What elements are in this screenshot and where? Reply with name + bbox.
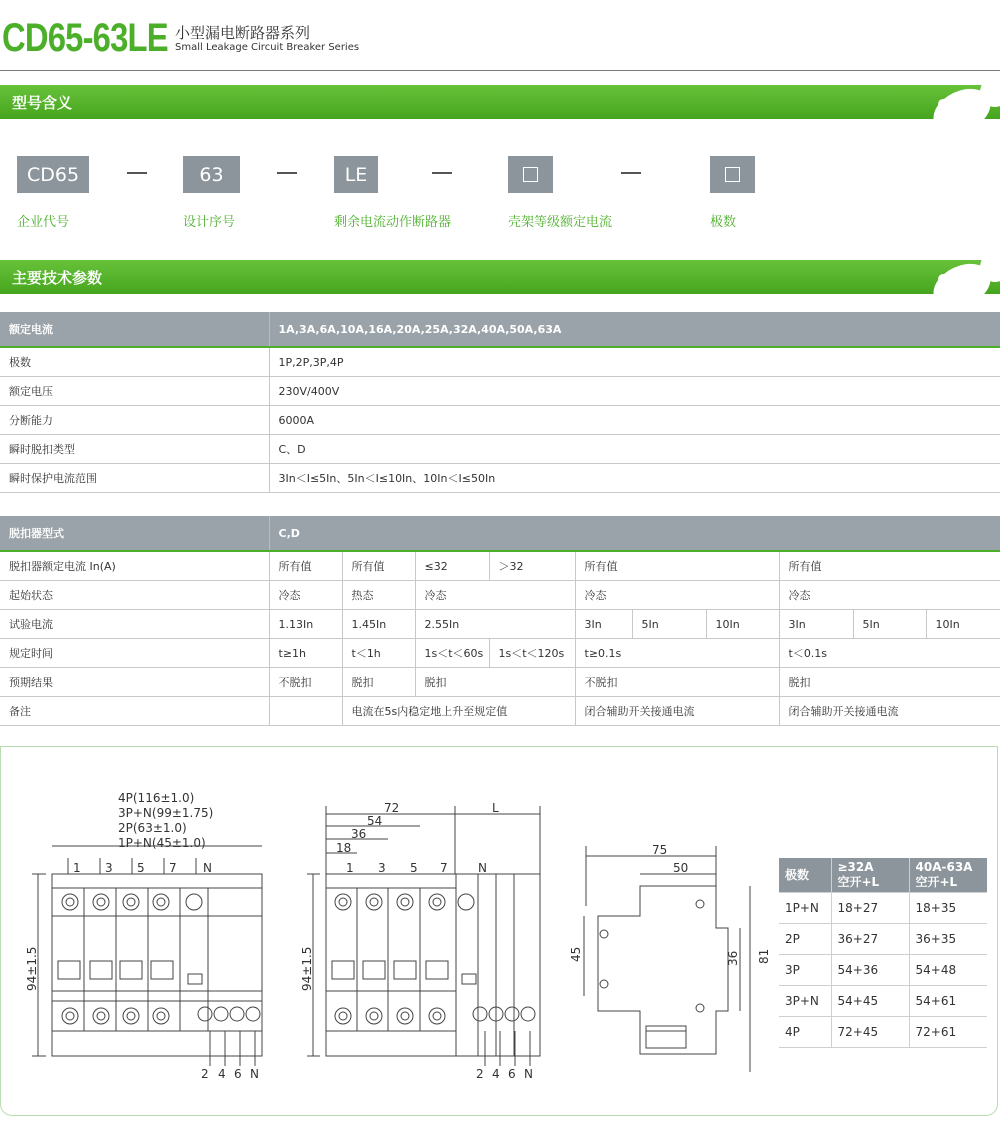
cell: t≥0.1s xyxy=(575,639,779,668)
terminal-label: 2 xyxy=(201,1067,209,1081)
row-label: 脱扣器额定电流 In(A) xyxy=(0,551,269,581)
header-line: 40A-63A xyxy=(915,860,973,874)
row-label: 试验电流 xyxy=(0,610,269,639)
params-table xyxy=(0,312,1000,493)
terminal-label: 6 xyxy=(508,1067,516,1081)
cell: 2.55In xyxy=(415,610,575,639)
cell: 5In xyxy=(853,610,926,639)
height-dimension: 94±1.5 xyxy=(25,946,39,991)
cell: 72+45 xyxy=(831,1017,909,1048)
cell: 10In xyxy=(706,610,779,639)
table-row xyxy=(0,668,1000,697)
cell: 5In xyxy=(632,610,706,639)
header-cell: 极数 xyxy=(779,858,831,893)
header-line: 空开+L xyxy=(915,875,958,889)
cell: t≥1h xyxy=(269,639,342,668)
cell: 所有值 xyxy=(779,551,1000,581)
table-header-row xyxy=(779,858,987,893)
table-header-row xyxy=(0,516,1000,551)
cell: 2P xyxy=(779,924,831,955)
cell: 脱扣 xyxy=(342,668,415,697)
table-row xyxy=(779,1017,987,1048)
cell: 不脱扣 xyxy=(575,668,779,697)
code-box-company: CD65 xyxy=(17,156,89,193)
table-header-row xyxy=(0,312,1000,347)
code-box-type: LE xyxy=(334,156,378,193)
dimension-label: 36 xyxy=(726,950,740,966)
cell: 冷态 xyxy=(575,581,779,610)
terminal-label: N xyxy=(203,861,212,875)
terminal-label: 7 xyxy=(169,861,177,875)
cell: 闭合辅助开关接通电流 xyxy=(779,697,1000,726)
size-table xyxy=(779,858,987,1048)
cell: 10In xyxy=(926,610,1000,639)
cell: 3P xyxy=(779,955,831,986)
terminal-label: 3 xyxy=(105,861,113,875)
section-title: 主要技术参数 xyxy=(12,269,103,287)
cell: t＜1h xyxy=(342,639,415,668)
header-line: 空开+L xyxy=(837,875,880,889)
cell: 54+45 xyxy=(831,986,909,1017)
cell: 脱扣 xyxy=(415,668,575,697)
row-label: 分断能力 xyxy=(0,406,269,435)
table-row xyxy=(0,406,1000,435)
cell: 36+27 xyxy=(831,924,909,955)
cell: 1.13In xyxy=(269,610,342,639)
row-value: 6000A xyxy=(269,406,1000,435)
row-label: 极数 xyxy=(0,347,269,377)
cell: 1s＜t＜60s xyxy=(415,639,489,668)
cell: 热态 xyxy=(342,581,415,610)
dimension-label: 54 xyxy=(367,814,383,828)
cell: 所有值 xyxy=(342,551,415,581)
dimension-label: 36 xyxy=(351,827,367,841)
release-table xyxy=(0,516,1000,726)
table-row xyxy=(0,464,1000,493)
placeholder-square-icon xyxy=(523,167,538,182)
table-row xyxy=(0,639,1000,668)
cell: ≤32 xyxy=(415,551,489,581)
code-caption: 企业代号 xyxy=(17,215,70,230)
code-box-poles xyxy=(710,156,755,193)
header-cell xyxy=(831,858,909,893)
terminal-label: N xyxy=(478,861,487,875)
cell: 电流在5s内稳定地上升至规定值 xyxy=(342,697,575,726)
cell: 18+35 xyxy=(909,893,987,924)
decor-shape xyxy=(938,274,948,284)
width-note: 2P(63±1.0) xyxy=(118,821,187,835)
cell: 54+61 xyxy=(909,986,987,1017)
row-value: 230V/400V xyxy=(269,377,1000,406)
terminal-label: N xyxy=(524,1067,533,1081)
code-caption: 极数 xyxy=(710,215,737,230)
series-title-cn: 小型漏电断路器系列 xyxy=(175,24,311,42)
cell: 冷态 xyxy=(269,581,342,610)
table-row xyxy=(0,377,1000,406)
cell: 54+48 xyxy=(909,955,987,986)
cell: 所有值 xyxy=(575,551,779,581)
terminal-label: 4 xyxy=(218,1067,226,1081)
series-title-en: Small Leakage Circuit Breaker Series xyxy=(175,42,360,53)
cell xyxy=(269,697,342,726)
cell: 3P+N xyxy=(779,986,831,1017)
row-value: 3In＜I≤5In、5In＜I≤10In、10In＜I≤50In xyxy=(269,464,1000,493)
section-bar-params xyxy=(0,260,1000,294)
dimension-label: 75 xyxy=(652,843,668,857)
cell: 72+61 xyxy=(909,1017,987,1048)
dimension-drawings xyxy=(0,746,780,1116)
terminal-label: 5 xyxy=(410,861,418,875)
cell: 所有值 xyxy=(269,551,342,581)
cell: 1s＜t＜120s xyxy=(489,639,575,668)
terminal-label: 1 xyxy=(73,861,81,875)
cell: 54+36 xyxy=(831,955,909,986)
decor-shape xyxy=(938,99,948,109)
breaker-front-view-1 xyxy=(32,846,262,1066)
row-label: 预期结果 xyxy=(0,668,269,697)
dimension-label: 81 xyxy=(757,948,771,964)
terminal-label: 6 xyxy=(234,1067,242,1081)
row-label: 起始状态 xyxy=(0,581,269,610)
terminal-label: 3 xyxy=(378,861,386,875)
header-cell xyxy=(909,858,987,893)
code-separator xyxy=(432,172,452,174)
width-note: 3P+N(99±1.75) xyxy=(118,806,214,820)
table-row xyxy=(0,347,1000,377)
row-label: 瞬时保护电流范围 xyxy=(0,464,269,493)
table-row xyxy=(0,551,1000,581)
code-caption: 设计序号 xyxy=(183,215,236,230)
header-value: C,D xyxy=(269,516,1000,551)
dimension-label: 18 xyxy=(336,841,352,855)
table-row xyxy=(0,581,1000,610)
table-row xyxy=(779,986,987,1017)
cell: 3In xyxy=(575,610,632,639)
terminal-label: 5 xyxy=(137,861,145,875)
model-title: CD65-63LE xyxy=(2,16,168,60)
row-label: 瞬时脱扣类型 xyxy=(0,435,269,464)
terminal-label: N xyxy=(250,1067,259,1081)
terminal-label: 4 xyxy=(492,1067,500,1081)
code-separator xyxy=(621,172,641,174)
row-value: C、D xyxy=(269,435,1000,464)
terminal-label: 7 xyxy=(440,861,448,875)
header-label: 额定电流 xyxy=(0,312,269,347)
height-dimension: 94±1.5 xyxy=(300,946,314,991)
cell: t＜0.1s xyxy=(779,639,1000,668)
section-bar-model xyxy=(0,85,1000,119)
table-row xyxy=(779,924,987,955)
header-label: 脱扣器型式 xyxy=(0,516,269,551)
dimension-label: 72 xyxy=(384,801,400,815)
header-line: ≥32A xyxy=(837,860,874,874)
cell: 4P xyxy=(779,1017,831,1048)
code-box-design: 63 xyxy=(183,156,240,193)
width-note: 4P(116±1.0) xyxy=(118,791,195,805)
cell: 冷态 xyxy=(415,581,575,610)
code-box-frame-current xyxy=(508,156,553,193)
cell: ＞32 xyxy=(489,551,575,581)
code-separator xyxy=(277,172,297,174)
cell: 18+27 xyxy=(831,893,909,924)
terminal-label: 2 xyxy=(476,1067,484,1081)
code-caption: 壳架等级额定电流 xyxy=(508,215,613,230)
dimension-label: L xyxy=(492,801,499,815)
table-row xyxy=(0,435,1000,464)
table-row xyxy=(0,610,1000,639)
row-value: 1P,2P,3P,4P xyxy=(269,347,1000,377)
placeholder-square-icon xyxy=(725,167,740,182)
section-title: 型号含义 xyxy=(12,94,73,112)
cell: 1.45In xyxy=(342,610,415,639)
width-note: 1P+N(45±1.0) xyxy=(118,836,206,850)
cell: 不脱扣 xyxy=(269,668,342,697)
terminal-label: 1 xyxy=(346,861,354,875)
table-row xyxy=(779,893,987,924)
header-divider xyxy=(0,70,1000,71)
dimension-label: 50 xyxy=(673,861,689,875)
code-separator xyxy=(127,172,147,174)
cell: 闭合辅助开关接通电流 xyxy=(575,697,779,726)
cell: 1P+N xyxy=(779,893,831,924)
row-label: 规定时间 xyxy=(0,639,269,668)
row-label: 备注 xyxy=(0,697,269,726)
cell: 脱扣 xyxy=(779,668,1000,697)
dimension-label: 45 xyxy=(569,946,583,962)
cell: 3In xyxy=(779,610,853,639)
table-row xyxy=(0,697,1000,726)
cell: 冷态 xyxy=(779,581,1000,610)
code-caption: 剩余电流动作断路器 xyxy=(334,215,452,230)
header-value: 1A,3A,6A,10A,16A,20A,25A,32A,40A,50A,63A xyxy=(269,312,1000,347)
cell: 36+35 xyxy=(909,924,987,955)
row-label: 额定电压 xyxy=(0,377,269,406)
table-row xyxy=(779,955,987,986)
